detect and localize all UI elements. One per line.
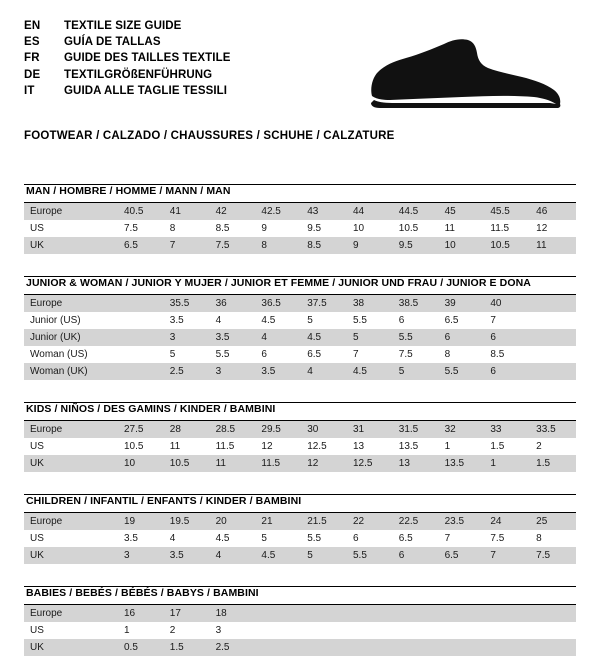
size-cell: 11 xyxy=(210,455,256,472)
table-row xyxy=(24,421,576,438)
size-cell: 1.5 xyxy=(484,438,530,455)
size-cell: 5 xyxy=(393,363,439,380)
language-row xyxy=(24,67,231,83)
size-cell: 22.5 xyxy=(393,513,439,530)
size-cell: 5.5 xyxy=(347,312,393,329)
size-cell: 3 xyxy=(210,363,256,380)
size-cell xyxy=(347,639,393,656)
size-cell: 30 xyxy=(301,421,347,438)
table-row xyxy=(24,203,576,220)
size-cell: 28 xyxy=(164,421,210,438)
size-cell xyxy=(530,312,576,329)
size-cell: 7.5 xyxy=(484,530,530,547)
row-label: Europe xyxy=(24,605,118,622)
size-cell: 4.5 xyxy=(210,530,256,547)
language-title-list xyxy=(24,18,231,99)
size-cell: 13.5 xyxy=(439,455,485,472)
row-label: UK xyxy=(24,547,118,564)
size-cell xyxy=(439,622,485,639)
row-label: Junior (US) xyxy=(24,312,118,329)
size-cell: 5 xyxy=(255,530,301,547)
size-cell: 44.5 xyxy=(393,203,439,220)
size-cell: 6 xyxy=(439,329,485,346)
size-cell: 12 xyxy=(255,438,301,455)
section-title: MAN / HOMBRE / HOMME / MANN / MAN xyxy=(26,185,231,197)
size-cell: 5.5 xyxy=(393,329,439,346)
size-cell: 2.5 xyxy=(164,363,210,380)
language-row xyxy=(24,18,231,34)
size-cell: 10 xyxy=(439,237,485,254)
size-cell: 42.5 xyxy=(255,203,301,220)
size-cell: 28.5 xyxy=(210,421,256,438)
size-cell: 27.5 xyxy=(118,421,164,438)
size-cell: 1 xyxy=(439,438,485,455)
size-cell: 20 xyxy=(210,513,256,530)
size-cell: 7 xyxy=(484,312,530,329)
row-label: UK xyxy=(24,455,118,472)
table-row xyxy=(24,312,576,329)
table-row xyxy=(24,455,576,472)
size-cell: 6 xyxy=(347,530,393,547)
size-cell xyxy=(255,605,301,622)
size-cell: 1.5 xyxy=(530,455,576,472)
row-label: US xyxy=(24,220,118,237)
header xyxy=(24,18,576,112)
size-cell: 31.5 xyxy=(393,421,439,438)
size-cell: 6.5 xyxy=(393,530,439,547)
size-cell: 16 xyxy=(118,605,164,622)
size-cell: 13 xyxy=(393,455,439,472)
size-cell: 9 xyxy=(347,237,393,254)
section-title: BABIES / BEBÉS / BÉBÉS / BABYS / BAMBINI xyxy=(26,587,259,599)
size-cell: 12 xyxy=(530,220,576,237)
size-cell xyxy=(530,346,576,363)
size-cell xyxy=(484,622,530,639)
size-cell: 25 xyxy=(530,513,576,530)
size-cell: 18 xyxy=(210,605,256,622)
size-cell xyxy=(118,312,164,329)
language-code: FR xyxy=(24,52,40,65)
size-cell: 4 xyxy=(210,547,256,564)
size-cell: 32 xyxy=(439,421,485,438)
size-cell: 6 xyxy=(393,547,439,564)
size-section xyxy=(24,494,576,564)
size-cell: 38 xyxy=(347,295,393,312)
size-cell: 11 xyxy=(439,220,485,237)
size-cell xyxy=(439,605,485,622)
size-cell: 4 xyxy=(164,530,210,547)
row-label: UK xyxy=(24,237,118,254)
size-cell: 1 xyxy=(484,455,530,472)
table-row xyxy=(24,513,576,530)
row-label: UK xyxy=(24,639,118,656)
size-cell: 36 xyxy=(210,295,256,312)
size-cell xyxy=(530,295,576,312)
size-cell xyxy=(118,363,164,380)
size-cell: 7.5 xyxy=(210,237,256,254)
row-label: US xyxy=(24,438,118,455)
language-title: GUÍA DE TALLAS xyxy=(64,36,161,49)
size-cell: 1.5 xyxy=(164,639,210,656)
size-cell xyxy=(530,639,576,656)
size-cell xyxy=(118,329,164,346)
table-row xyxy=(24,639,576,656)
size-cell: 6 xyxy=(484,329,530,346)
size-cell xyxy=(439,639,485,656)
table-row xyxy=(24,547,576,564)
size-cell: 8 xyxy=(255,237,301,254)
language-title: GUIDE DES TAILLES TEXTILE xyxy=(64,52,231,65)
size-cell: 11.5 xyxy=(210,438,256,455)
language-row xyxy=(24,83,231,99)
size-table xyxy=(24,605,576,656)
size-cell: 40.5 xyxy=(118,203,164,220)
size-cell: 5.5 xyxy=(301,530,347,547)
size-cell: 4 xyxy=(255,329,301,346)
table-row xyxy=(24,363,576,380)
size-cell: 6.5 xyxy=(118,237,164,254)
size-section xyxy=(24,402,576,472)
size-cell: 2 xyxy=(530,438,576,455)
size-cell: 45.5 xyxy=(484,203,530,220)
size-cell: 33 xyxy=(484,421,530,438)
size-cell: 10.5 xyxy=(118,438,164,455)
size-cell xyxy=(301,622,347,639)
size-cell: 4 xyxy=(301,363,347,380)
row-label: Woman (UK) xyxy=(24,363,118,380)
size-cell: 6 xyxy=(484,363,530,380)
dress-shoe-icon xyxy=(360,34,570,112)
language-code: ES xyxy=(24,36,40,49)
size-cell xyxy=(530,605,576,622)
size-cell: 10.5 xyxy=(393,220,439,237)
row-label: Europe xyxy=(24,421,118,438)
size-table xyxy=(24,203,576,254)
size-cell: 13.5 xyxy=(393,438,439,455)
section-title: KIDS / NIÑOS / DES GAMINS / KINDER / BAMBINI xyxy=(26,403,276,415)
size-cell xyxy=(530,363,576,380)
row-label: Europe xyxy=(24,203,118,220)
size-cell: 12.5 xyxy=(301,438,347,455)
size-cell: 36.5 xyxy=(255,295,301,312)
size-cell: 8.5 xyxy=(484,346,530,363)
size-cell: 38.5 xyxy=(393,295,439,312)
size-cell: 9 xyxy=(255,220,301,237)
size-cell: 3.5 xyxy=(118,530,164,547)
size-cell xyxy=(255,622,301,639)
size-cell: 5.5 xyxy=(347,547,393,564)
language-title: GUIDA ALLE TAGLIE TESSILI xyxy=(64,84,228,97)
size-cell: 3.5 xyxy=(210,329,256,346)
size-cell: 5.5 xyxy=(210,346,256,363)
size-cell: 8.5 xyxy=(210,220,256,237)
section-title: JUNIOR & WOMAN / JUNIOR Y MUJER / JUNIOR ET FEMME / JUNIOR UND FRAU / JUNIOR E DONA xyxy=(26,277,531,289)
table-row xyxy=(24,237,576,254)
size-cell: 41 xyxy=(164,203,210,220)
size-cell: 19 xyxy=(118,513,164,530)
size-section xyxy=(24,276,576,380)
table-row xyxy=(24,220,576,237)
size-cell: 24 xyxy=(484,513,530,530)
size-cell: 10 xyxy=(347,220,393,237)
size-cell: 33.5 xyxy=(530,421,576,438)
size-cell: 3 xyxy=(164,329,210,346)
size-cell: 8 xyxy=(164,220,210,237)
size-cell: 6.5 xyxy=(439,547,485,564)
size-cell: 10.5 xyxy=(484,237,530,254)
language-title: TEXTILGRÖßENFÜHRUNG xyxy=(64,68,213,81)
size-cell: 7.5 xyxy=(393,346,439,363)
size-cell: 17 xyxy=(164,605,210,622)
size-cell: 42 xyxy=(210,203,256,220)
size-cell xyxy=(484,605,530,622)
size-cell: 19.5 xyxy=(164,513,210,530)
size-cell: 2 xyxy=(164,622,210,639)
table-row xyxy=(24,530,576,547)
size-cell: 4.5 xyxy=(301,329,347,346)
size-cell: 5 xyxy=(347,329,393,346)
size-cell xyxy=(118,295,164,312)
size-section xyxy=(24,184,576,254)
table-row xyxy=(24,329,576,346)
size-cell xyxy=(530,329,576,346)
size-cell: 5 xyxy=(301,547,347,564)
section-title: CHILDREN / INFANTIL / ENFANTS / KINDER / BAMBINI xyxy=(26,495,302,507)
size-cell: 31 xyxy=(347,421,393,438)
size-cell: 4 xyxy=(210,312,256,329)
size-cell: 0.5 xyxy=(118,639,164,656)
size-cell: 35.5 xyxy=(164,295,210,312)
size-cell: 9.5 xyxy=(393,237,439,254)
size-cell: 6 xyxy=(255,346,301,363)
table-row xyxy=(24,622,576,639)
size-cell: 10.5 xyxy=(164,455,210,472)
language-title: TEXTILE SIZE GUIDE xyxy=(64,20,182,32)
row-label: Europe xyxy=(24,513,118,530)
size-cell: 3.5 xyxy=(164,312,210,329)
language-code: IT xyxy=(24,84,35,97)
size-cell: 40 xyxy=(484,295,530,312)
size-cell: 7.5 xyxy=(118,220,164,237)
footwear-heading: FOOTWEAR / CALZADO / CHAUSSURES / SCHUHE / CALZATURE xyxy=(24,130,395,142)
size-cell: 3.5 xyxy=(164,547,210,564)
size-cell: 12.5 xyxy=(347,455,393,472)
size-cell xyxy=(393,622,439,639)
size-section xyxy=(24,586,576,656)
row-label: US xyxy=(24,530,118,547)
size-cell: 2.5 xyxy=(210,639,256,656)
size-cell: 13 xyxy=(347,438,393,455)
size-cell: 29.5 xyxy=(255,421,301,438)
size-cell: 5.5 xyxy=(439,363,485,380)
size-cell: 43 xyxy=(301,203,347,220)
table-row xyxy=(24,295,576,312)
size-cell: 46 xyxy=(530,203,576,220)
size-cell: 23.5 xyxy=(439,513,485,530)
size-cell: 7 xyxy=(164,237,210,254)
size-cell xyxy=(301,605,347,622)
size-cell: 5 xyxy=(301,312,347,329)
size-cell: 4.5 xyxy=(255,547,301,564)
size-cell: 11 xyxy=(530,237,576,254)
size-cell: 10 xyxy=(118,455,164,472)
size-cell: 5 xyxy=(164,346,210,363)
size-cell: 7.5 xyxy=(530,547,576,564)
row-label: Junior (UK) xyxy=(24,329,118,346)
size-cell: 11.5 xyxy=(255,455,301,472)
size-cell: 9.5 xyxy=(301,220,347,237)
row-label: US xyxy=(24,622,118,639)
size-cell: 12 xyxy=(301,455,347,472)
size-cell: 3 xyxy=(210,622,256,639)
size-cell: 21.5 xyxy=(301,513,347,530)
size-cell xyxy=(393,605,439,622)
table-row xyxy=(24,346,576,363)
size-cell: 37.5 xyxy=(301,295,347,312)
size-cell: 8.5 xyxy=(301,237,347,254)
size-table xyxy=(24,513,576,564)
size-cell xyxy=(393,639,439,656)
size-cell: 6.5 xyxy=(439,312,485,329)
language-row xyxy=(24,34,231,50)
size-cell: 1 xyxy=(118,622,164,639)
size-cell: 39 xyxy=(439,295,485,312)
size-cell: 11 xyxy=(164,438,210,455)
size-cell: 8 xyxy=(530,530,576,547)
size-cell: 44 xyxy=(347,203,393,220)
size-cell: 6.5 xyxy=(301,346,347,363)
size-cell xyxy=(347,622,393,639)
size-table xyxy=(24,421,576,472)
size-cell: 21 xyxy=(255,513,301,530)
language-code: EN xyxy=(24,20,41,32)
size-cell: 3.5 xyxy=(255,363,301,380)
language-code: DE xyxy=(24,68,41,81)
table-row xyxy=(24,605,576,622)
size-cell: 7 xyxy=(439,530,485,547)
size-cell: 6 xyxy=(393,312,439,329)
size-cell: 11.5 xyxy=(484,220,530,237)
size-cell: 4.5 xyxy=(347,363,393,380)
size-cell: 8 xyxy=(439,346,485,363)
size-cell xyxy=(484,639,530,656)
row-label: Woman (US) xyxy=(24,346,118,363)
size-cell: 7 xyxy=(347,346,393,363)
size-cell: 45 xyxy=(439,203,485,220)
size-cell xyxy=(530,622,576,639)
size-table xyxy=(24,295,576,380)
size-cell: 22 xyxy=(347,513,393,530)
size-cell: 3 xyxy=(118,547,164,564)
size-cell: 7 xyxy=(484,547,530,564)
row-label: Europe xyxy=(24,295,118,312)
size-cell xyxy=(255,639,301,656)
size-cell: 4.5 xyxy=(255,312,301,329)
language-row xyxy=(24,50,231,66)
table-row xyxy=(24,438,576,455)
size-cell xyxy=(347,605,393,622)
size-cell xyxy=(301,639,347,656)
size-sections xyxy=(24,184,576,656)
size-cell xyxy=(118,346,164,363)
